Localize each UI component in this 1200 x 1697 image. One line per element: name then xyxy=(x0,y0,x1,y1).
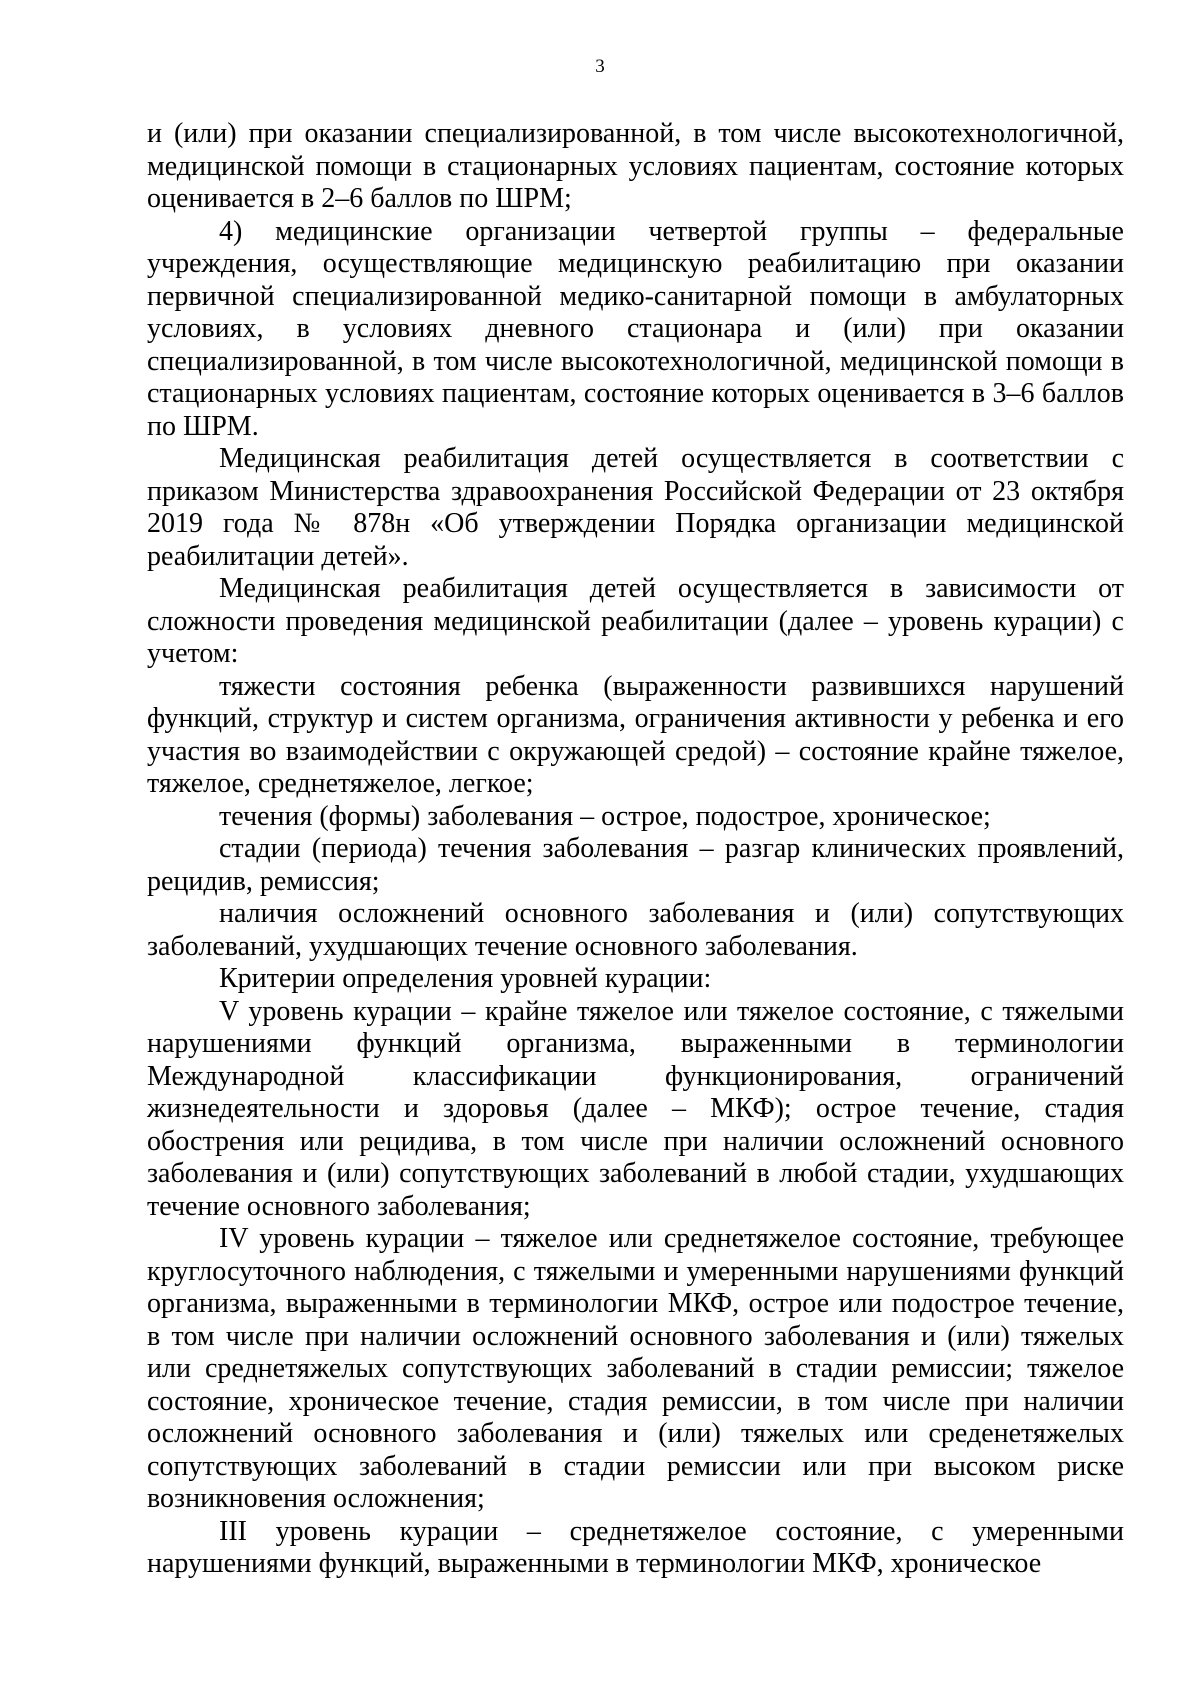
page-number: 3 xyxy=(595,56,605,77)
paragraph-8: наличия осложнений основного заболевания и (или) сопутствующих заболеваний, ухудшающих течение основного заболевания. xyxy=(147,898,1124,962)
paragraph-12: III уровень курации – среднетяжелое состояние, с умеренными нарушениями функций, выраженными в терминологии МКФ, хроническое xyxy=(147,1515,1124,1579)
paragraph-10: V уровень курации – крайне тяжелое или тяжелое состояние, с тяжелыми нарушениями функций организма, выраженными в терминологии Международной классификации функционирования, ограничений жизнедеятельности и здоровья (далее – МКФ); острое течение, стадия обострения или рецидива, в том числе при наличии осложнений основного заболевания и (или) сопутствующих заболеваний в любой стадии, ухудшающих течение основного заболевания; xyxy=(147,995,1124,1222)
paragraph-5: тяжести состояния ребенка (выраженности развившихся нарушений функций, структур и систем организма, ограничения активности у ребенка и его участия во взаимодействии с окружающей средой) – состояние крайне тяжелое, тяжелое, среднетяжелое, легкое; xyxy=(147,670,1124,799)
paragraph-7: стадии (периода) течения заболевания – разгар клинических проявлений, рецидив, ремиссия; xyxy=(147,833,1124,897)
paragraph-4: Медицинская реабилитация детей осуществляется в зависимости от сложности проведения медицинской реабилитации (далее – уровень курации) с учетом: xyxy=(147,573,1124,669)
paragraph-6: течения (формы) заболевания – острое, подострое, хроническое; xyxy=(219,800,991,832)
paragraph-3: Медицинская реабилитация детей осуществляется в соответствии с приказом Министерства здравоохранения Российской Федерации от 23 октября 2019 года № 878н «Об утверждении Порядка организации медицинской реабилитации детей». xyxy=(147,443,1124,572)
paragraph-11: IV уровень курации – тяжелое или среднетяжелое состояние, требующее круглосуточного наблюдения, с тяжелыми и умеренными нарушениями функций организма, выраженными в терминологии МКФ, острое или подострое течение, в том числе при наличии осложнений основного заболевания и (или) тяжелых или среднетяжелых сопутствующих заболеваний в стадии ремиссии; тяжелое состояние, хроническое течение, стадия ремиссии, в том числе при наличии осложнений основного заболевания и (или) тяжелых или среденетяжелых сопутствующих заболеваний в стадии ремиссии или при высоком риске возникновения осложнения; xyxy=(147,1223,1124,1514)
paragraph-2: 4) медицинские организации четвертой группы – федеральные учреждения, осуществляющие медицинскую реабилитацию при оказании первичной специализированной медико-санитарной помощи в амбулаторных условиях, в условиях дневного стационара и (или) при оказании специализированной, в том числе высокотехнологичной, медицинской помощи в стационарных условиях пациентам, состояние которых оценивается в 3–6 баллов по ШРМ. xyxy=(147,215,1124,442)
paragraph-1: и (или) при оказании специализированной, в том числе высокотехнологичной, медицинской помощи в стационарных условиях пациентам, состояние которых оценивается в 2–6 баллов по ШРМ; xyxy=(147,118,1124,214)
paragraph-9: Критерии определения уровней курации: xyxy=(219,963,712,994)
document-body xyxy=(147,118,1124,1581)
